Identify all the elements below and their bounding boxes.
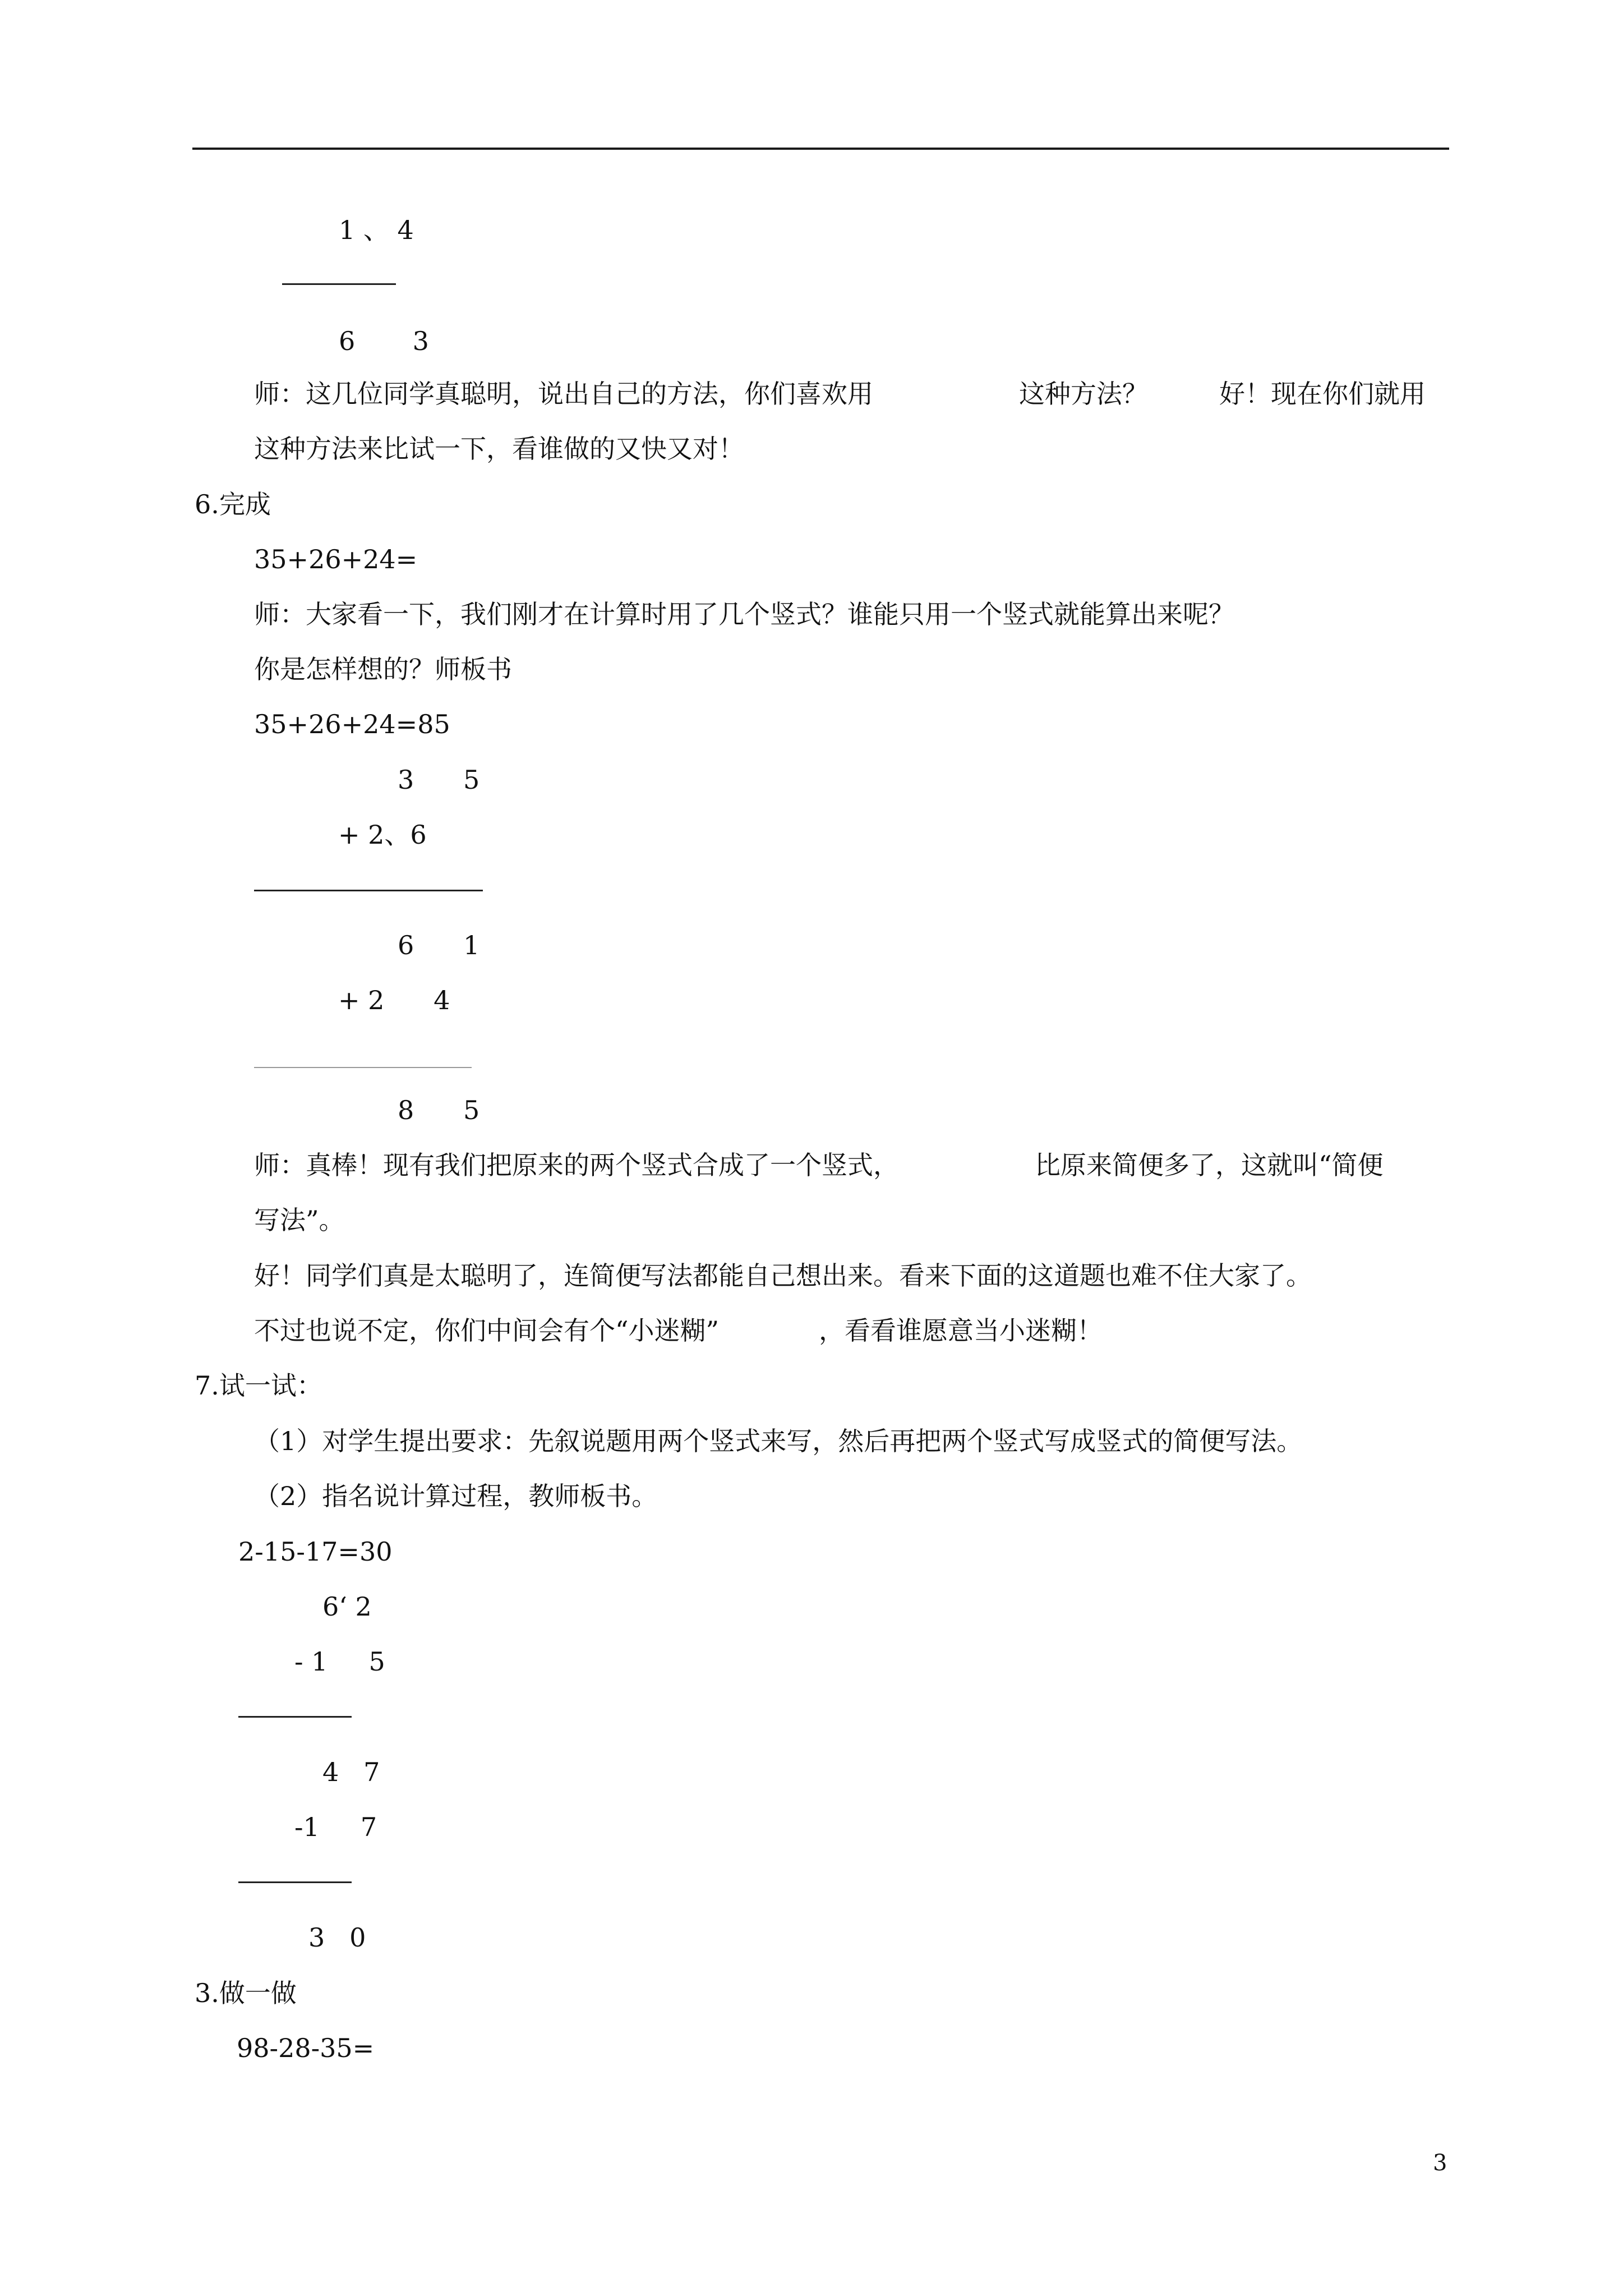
header-rule (192, 148, 1449, 150)
vertical-calc-line: 8 5 (398, 1095, 480, 1125)
body-text: 师：大家看一下，我们刚才在计算时用了几个竖式？谁能只用一个竖式就能算出来呢？ (254, 599, 1234, 629)
section-heading: 6.完成 (195, 489, 271, 519)
body-text: 不过也说不定，你们中间会有个“小迷糊” (254, 1315, 720, 1346)
body-text: 好！现在你们就用 (1219, 379, 1426, 409)
equation: 98-28-35= (237, 2033, 375, 2063)
calc-divider (282, 283, 396, 285)
calc-divider (238, 1881, 352, 1883)
body-text: 师：真棒！现有我们把原来的两个竖式合成了一个竖式， (254, 1150, 899, 1180)
vertical-calc-line: 3 5 (398, 765, 480, 795)
vertical-calc-line: + 2、6 (338, 820, 427, 850)
vertical-calc-line: + 2 4 (338, 985, 450, 1015)
body-text: 你是怎样想的？师板书 (254, 654, 512, 684)
section-heading: 3.做一做 (195, 1978, 297, 2008)
body-text: 好！同学们真是太聪明了，连简便写法都能自己想出来。看来下面的这道题也难不住大家了。 (254, 1260, 1312, 1291)
calc-divider (238, 1716, 352, 1718)
vertical-calc-line: 1 、 4 (339, 215, 414, 245)
vertical-calc-line: 3 0 (308, 1922, 366, 1953)
equation: 35+26+24= (254, 544, 418, 574)
calc-divider (254, 1067, 472, 1068)
calc-divider (254, 890, 483, 891)
equation: 2-15-17=30 (238, 1536, 393, 1567)
body-text: （2）指名说计算过程，教师板书。 (254, 1481, 658, 1511)
section-heading: 7.试一试： (195, 1370, 322, 1401)
vertical-calc-line: 6‘ 2 (322, 1591, 372, 1622)
body-text: 这种方法？ (1019, 379, 1148, 409)
vertical-calc-line: -1 7 (294, 1812, 377, 1842)
vertical-calc-line: 6 1 (398, 930, 480, 960)
page-number: 3 (1433, 2150, 1447, 2176)
body-text: 这种方法来比试一下，看谁做的又快又对！ (254, 434, 744, 464)
vertical-calc-line: 4 7 (322, 1757, 380, 1787)
equation: 35+26+24=85 (254, 709, 450, 739)
body-text: 师：这几位同学真聪明，说出自己的方法，你们喜欢用 (254, 379, 873, 409)
body-text: ，看看谁愿意当小迷糊！ (819, 1315, 1103, 1346)
vertical-calc-line: 6 3 (339, 326, 429, 356)
body-text: （1）对学生提出要求：先叙说题用两个竖式来写，然后再把两个竖式写成竖式的简便写法。 (254, 1426, 1303, 1456)
vertical-calc-line: - 1 5 (294, 1646, 385, 1677)
body-text: 比原来简便多了，这就叫“简便 (1035, 1150, 1384, 1180)
body-text: 写法”。 (254, 1205, 345, 1235)
